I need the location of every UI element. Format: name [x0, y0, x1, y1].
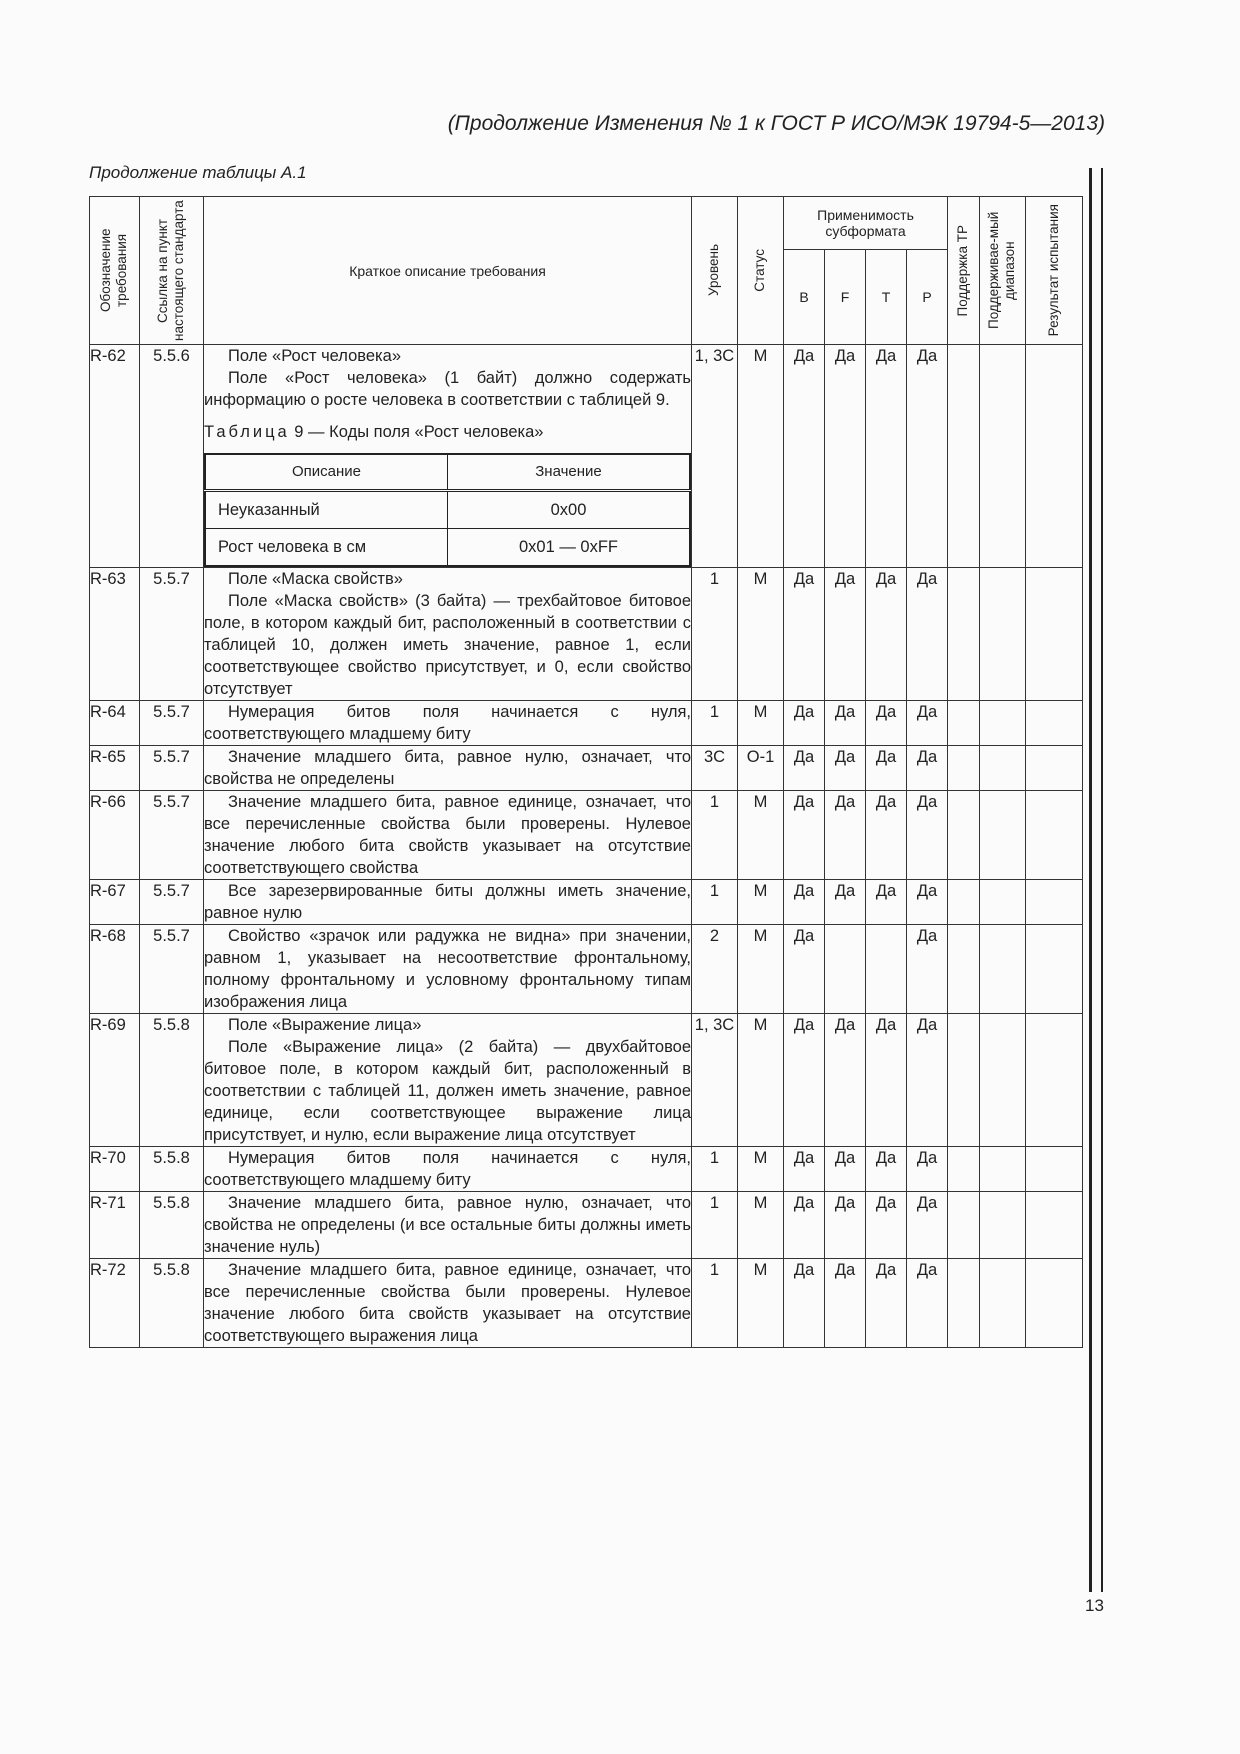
req-result [1026, 880, 1083, 925]
req-ref: 5.5.7 [140, 568, 204, 701]
req-desc: Все зарезервированные биты должны иметь значение, равное нулю [204, 880, 692, 925]
req-sub-f: Да [825, 568, 866, 701]
req-id: R-62 [90, 345, 140, 568]
req-sub-f: Да [825, 791, 866, 880]
req-result [1026, 701, 1083, 746]
req-id: R-70 [90, 1147, 140, 1192]
req-result [1026, 925, 1083, 1014]
req-sub-b: Да [784, 1192, 825, 1259]
req-id: R-67 [90, 880, 140, 925]
req-sub-b: Да [784, 1014, 825, 1147]
col-header-id: Обозначение требования [90, 197, 140, 345]
req-support [948, 1147, 980, 1192]
req-id: R-68 [90, 925, 140, 1014]
req-sub-f: Да [825, 1147, 866, 1192]
req-desc: Значение младшего бита, равное единице, означает, что все перечисленные свойства были проверены. Нулевое значение любого бита свойств указывает на отсутствие соответствующего свойства [204, 791, 692, 880]
req-range [980, 1192, 1026, 1259]
req-status: M [738, 880, 784, 925]
col-header-sub-p: P [907, 250, 948, 345]
req-sub-t: Да [866, 791, 907, 880]
req-status: M [738, 1259, 784, 1348]
req-desc: Значение младшего бита, равное нулю, означает, что свойства не определены [204, 746, 692, 791]
table-row [90, 1014, 1083, 1147]
table-row [90, 791, 1083, 880]
req-range [980, 791, 1026, 880]
req-ref: 5.5.8 [140, 1014, 204, 1147]
req-level: 1 [692, 791, 738, 880]
req-sub-p: Да [907, 925, 948, 1014]
req-range [980, 880, 1026, 925]
req-id: R-66 [90, 791, 140, 880]
req-sub-t: Да [866, 1014, 907, 1147]
req-support [948, 701, 980, 746]
table9-header-desc: Описание [205, 454, 448, 491]
col-header-desc: Краткое описание требования [204, 197, 692, 345]
req-support [948, 925, 980, 1014]
col-header-ref: Ссылка на пункт настоящего стандарта [140, 197, 204, 345]
req-result [1026, 345, 1083, 568]
req-range [980, 1014, 1026, 1147]
req-result [1026, 1192, 1083, 1259]
req-status: M [738, 791, 784, 880]
req-support [948, 568, 980, 701]
req-range [980, 345, 1026, 568]
table9-caption: Таблица 9 — Коды поля «Рост человека» [204, 423, 544, 441]
req-result [1026, 746, 1083, 791]
req-desc: Значение младшего бита, равное единице, означает, что все перечисленные свойства были проверены. Нулевое значение любого бита свойств указывает на отсутствие соответствующего выражения лица [204, 1259, 692, 1348]
req-level: 1 [692, 568, 738, 701]
req-sub-f: Да [825, 1192, 866, 1259]
req-support [948, 1259, 980, 1348]
req-sub-b: Да [784, 1147, 825, 1192]
req-id: R-69 [90, 1014, 140, 1147]
req-sub-t: Да [866, 880, 907, 925]
table-row [90, 1259, 1083, 1348]
req-level: 1 [692, 880, 738, 925]
req-sub-f: Да [825, 746, 866, 791]
req-sub-t: Да [866, 1259, 907, 1348]
req-range [980, 746, 1026, 791]
req-support [948, 791, 980, 880]
req-result [1026, 791, 1083, 880]
req-desc: Поле «Маска свойств» Поле «Маска свойств» (3 байта) — трехбайтовое битовое поле, в котором каждый бит, расположенный в соответствии с таблицей 10, должен иметь значение, равное 1, если соответствующее свойство присутствует, и 0, если свойство отсутствует [204, 568, 692, 701]
req-level: 1 [692, 701, 738, 746]
req-sub-b: Да [784, 1259, 825, 1348]
req-status: M [738, 568, 784, 701]
req-range [980, 925, 1026, 1014]
requirements-table [89, 196, 1083, 1348]
req-sub-f [825, 925, 866, 1014]
req-sub-p: Да [907, 1147, 948, 1192]
table9-header-value: Значение [448, 454, 691, 491]
req-sub-t: Да [866, 1147, 907, 1192]
col-header-level: Уровень [692, 197, 738, 345]
req-sub-p: Да [907, 701, 948, 746]
req-id: R-71 [90, 1192, 140, 1259]
table-row [90, 701, 1083, 746]
req-id: R-65 [90, 746, 140, 791]
req-ref: 5.5.7 [140, 791, 204, 880]
req-range [980, 1259, 1026, 1348]
table9-cell: Рост человека в см [205, 529, 448, 567]
col-header-range: Поддерживае-мый диапазон [980, 197, 1026, 345]
req-ref: 5.5.7 [140, 880, 204, 925]
req-sub-t: Да [866, 345, 907, 568]
req-support [948, 345, 980, 568]
req-sub-b: Да [784, 880, 825, 925]
req-desc: Значение младшего бита, равное нулю, означает, что свойства не определены (и все остальные биты должны иметь значение нуль) [204, 1192, 692, 1259]
req-status: M [738, 345, 784, 568]
table9-cell: 0x00 [448, 491, 691, 529]
req-support [948, 880, 980, 925]
req-level: 1, 3C [692, 1014, 738, 1147]
req-level: 1 [692, 1192, 738, 1259]
req-level: 1 [692, 1259, 738, 1348]
col-header-support: Поддержка ТР [948, 197, 980, 345]
req-result [1026, 568, 1083, 701]
table-row [90, 568, 1083, 701]
req-sub-t: Да [866, 746, 907, 791]
req-sub-b: Да [784, 701, 825, 746]
req-ref: 5.5.8 [140, 1259, 204, 1348]
req-status: M [738, 1192, 784, 1259]
col-header-status: Статус [738, 197, 784, 345]
req-sub-f: Да [825, 701, 866, 746]
req-id: R-64 [90, 701, 140, 746]
req-sub-p: Да [907, 345, 948, 568]
req-level: 2 [692, 925, 738, 1014]
req-ref: 5.5.7 [140, 701, 204, 746]
table9 [204, 453, 691, 567]
req-sub-b: Да [784, 568, 825, 701]
req-result [1026, 1147, 1083, 1192]
req-status: M [738, 701, 784, 746]
req-status: O-1 [738, 746, 784, 791]
req-sub-f: Да [825, 345, 866, 568]
table-row [90, 746, 1083, 791]
req-desc: Поле «Выражение лица» Поле «Выражение лица» (2 байта) — двухбайтовое битовое поле, в котором каждый бит, расположенный в соответствии с таблицей 11, должен иметь значение, равное единице, если соответствующее выражение лица присутствует, и нулю, если выражение лица отсутствует [204, 1014, 692, 1147]
req-desc: Нумерация битов поля начинается с нуля, соответствующего младшему биту [204, 1147, 692, 1192]
req-status: M [738, 925, 784, 1014]
req-ref: 5.5.8 [140, 1147, 204, 1192]
table-row [90, 880, 1083, 925]
req-sub-f: Да [825, 880, 866, 925]
req-sub-f: Да [825, 1014, 866, 1147]
req-level: 1 [692, 1147, 738, 1192]
req-sub-f: Да [825, 1259, 866, 1348]
req-sub-p: Да [907, 1014, 948, 1147]
req-level: 3C [692, 746, 738, 791]
req-result [1026, 1259, 1083, 1348]
col-header-sub-t: T [866, 250, 907, 345]
table-row [90, 925, 1083, 1014]
req-sub-p: Да [907, 746, 948, 791]
req-ref: 5.5.8 [140, 1192, 204, 1259]
req-sub-p: Да [907, 568, 948, 701]
req-support [948, 1014, 980, 1147]
req-status: M [738, 1147, 784, 1192]
req-id: R-72 [90, 1259, 140, 1348]
req-sub-b: Да [784, 746, 825, 791]
table9-cell: Неуказанный [205, 491, 448, 529]
req-support [948, 1192, 980, 1259]
req-sub-b: Да [784, 791, 825, 880]
req-ref: 5.5.7 [140, 925, 204, 1014]
req-sub-t: Да [866, 701, 907, 746]
req-sub-t: Да [866, 1192, 907, 1259]
document-header-note: (Продолжение Изменения № 1 к ГОСТ Р ИСО/МЭК 19794-5—2013) [447, 112, 1105, 135]
col-header-applicability: Применимость субформата [784, 197, 948, 250]
table-continuation-caption: Продолжение таблицы А.1 [89, 163, 307, 182]
req-status: M [738, 1014, 784, 1147]
col-header-sub-f: F [825, 250, 866, 345]
table-row [90, 345, 1083, 568]
req-sub-b: Да [784, 345, 825, 568]
req-desc: Свойство «зрачок или радужка не видна» при значении, равном 1, указывает на несоответствие фронтальному, полному фронтальному и условному фронтальному типам изображения лица [204, 925, 692, 1014]
req-sub-t: Да [866, 568, 907, 701]
req-ref: 5.5.6 [140, 345, 204, 568]
page-number: 13 [1085, 1596, 1104, 1615]
col-header-sub-b: B [784, 250, 825, 345]
req-sub-t [866, 925, 907, 1014]
req-sub-p: Да [907, 880, 948, 925]
req-range [980, 701, 1026, 746]
req-sub-p: Да [907, 791, 948, 880]
req-desc: Поле «Рост человека» Поле «Рост человека» (1 байт) должно содержать информацию о росте человека в соответствии с таблицей 9. Таблица 9 — Коды поля «Рост человека» Описание Значение Неуказанный 0x00 Рост человека в см 0x01 — 0xFF [204, 345, 692, 568]
req-range [980, 568, 1026, 701]
req-sub-p: Да [907, 1192, 948, 1259]
req-range [980, 1147, 1026, 1192]
margin-change-bars [1089, 168, 1103, 1592]
table9-cell: 0x01 — 0xFF [448, 529, 691, 567]
req-sub-b: Да [784, 925, 825, 1014]
req-desc: Нумерация битов поля начинается с нуля, соответствующего младшему биту [204, 701, 692, 746]
req-result [1026, 1014, 1083, 1147]
req-id: R-63 [90, 568, 140, 701]
col-header-result: Результат испытания [1026, 197, 1083, 345]
req-level: 1, 3C [692, 345, 738, 568]
table-row [90, 1192, 1083, 1259]
req-sub-p: Да [907, 1259, 948, 1348]
req-support [948, 746, 980, 791]
table-row [90, 1147, 1083, 1192]
req-ref: 5.5.7 [140, 746, 204, 791]
